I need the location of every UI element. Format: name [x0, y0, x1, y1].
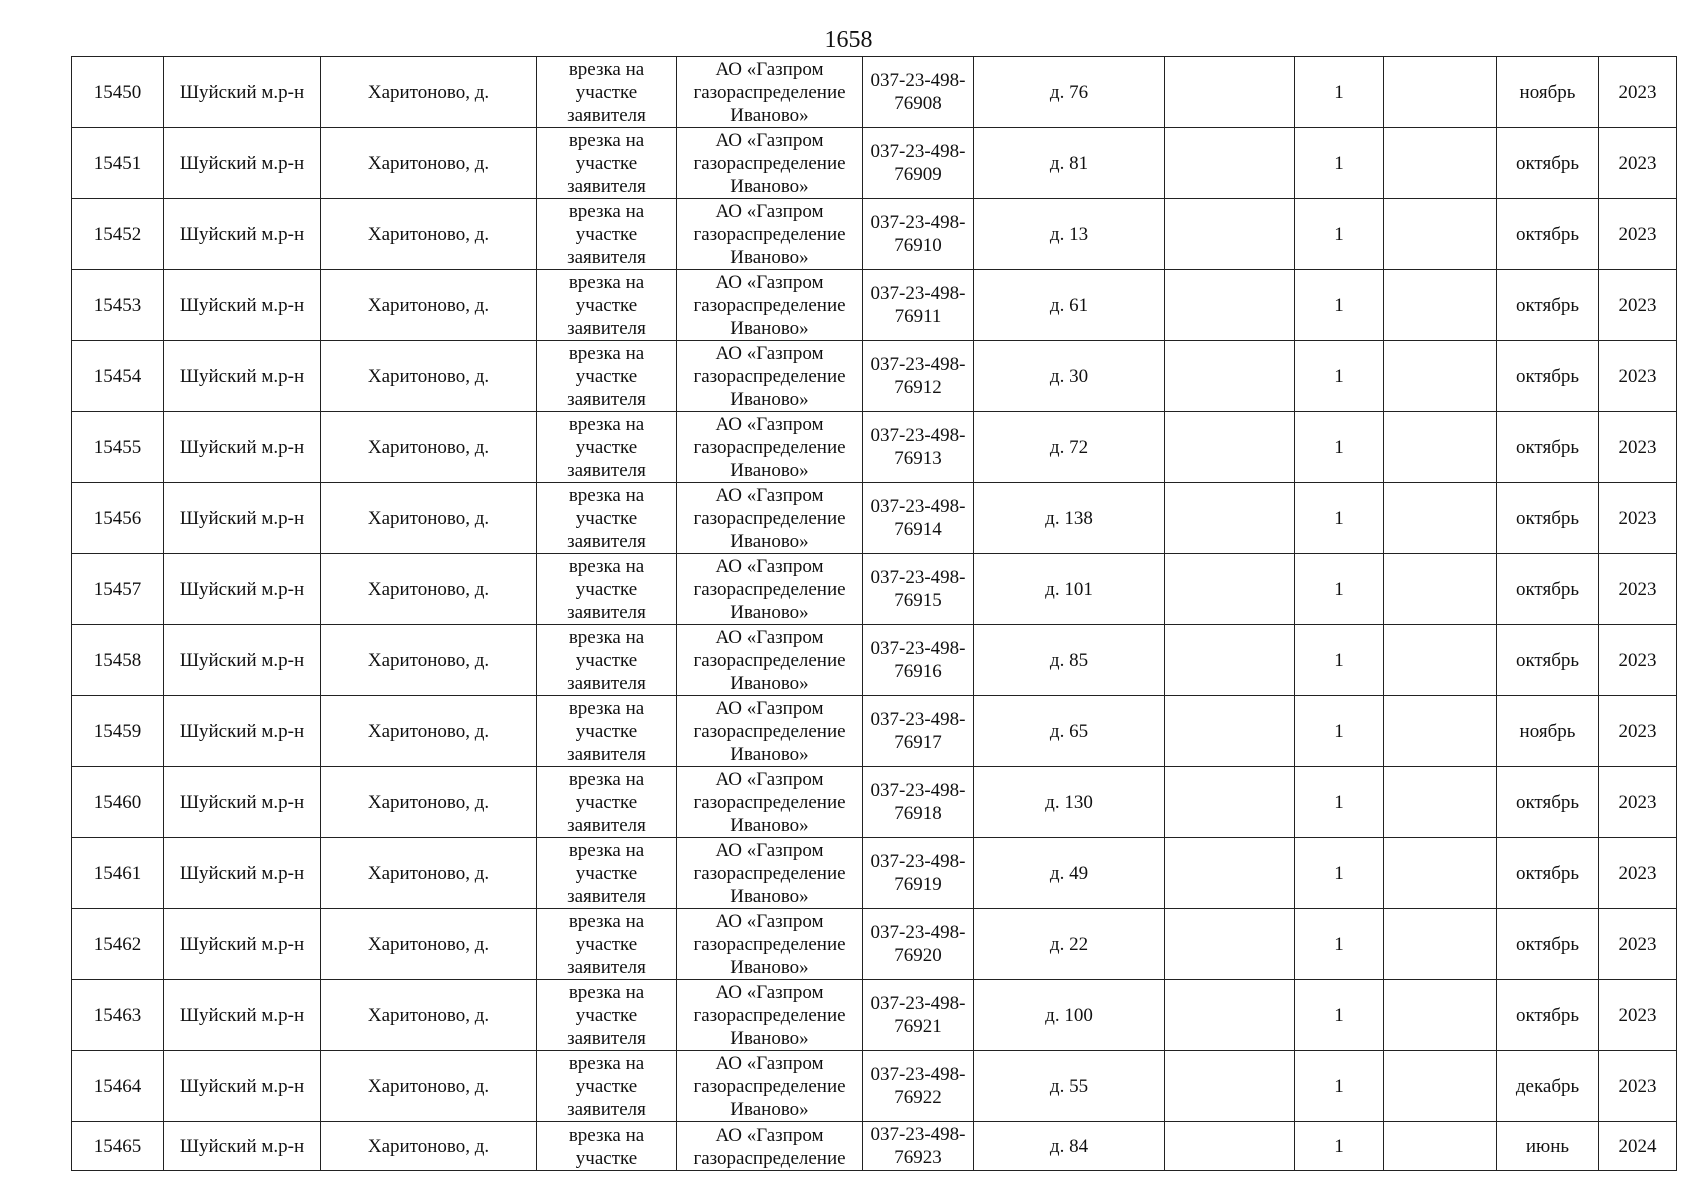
- district-cell: Шуйский м.р-н: [164, 1122, 321, 1171]
- empty-cell: [1165, 270, 1295, 341]
- year-cell: 2023: [1599, 412, 1677, 483]
- empty-cell: [1384, 128, 1497, 199]
- count-cell: 1: [1295, 341, 1384, 412]
- month-cell: октябрь: [1497, 625, 1599, 696]
- connection-method-cell: врезка на участке заявителя: [537, 199, 677, 270]
- district-cell: Шуйский м.р-н: [164, 554, 321, 625]
- empty-cell: [1165, 909, 1295, 980]
- empty-cell: [1165, 554, 1295, 625]
- empty-cell: [1384, 483, 1497, 554]
- count-cell: 1: [1295, 270, 1384, 341]
- code-cell: 037-23-498-76922: [863, 1051, 974, 1122]
- table-row: [72, 767, 1677, 838]
- empty-cell: [1384, 838, 1497, 909]
- address-cell: д. 101: [974, 554, 1165, 625]
- month-cell: октябрь: [1497, 767, 1599, 838]
- locality-cell: Харитоново, д.: [321, 980, 537, 1051]
- code-cell: 037-23-498-76921: [863, 980, 974, 1051]
- locality-cell: Харитоново, д.: [321, 909, 537, 980]
- year-cell: 2023: [1599, 1051, 1677, 1122]
- locality-cell: Харитоново, д.: [321, 554, 537, 625]
- organization-cell: АО «Газпром газораспределение Иваново»: [677, 909, 863, 980]
- row-number-cell: 15458: [72, 625, 164, 696]
- empty-cell: [1384, 696, 1497, 767]
- count-cell: 1: [1295, 767, 1384, 838]
- connection-method-cell: врезка на участке заявителя: [537, 483, 677, 554]
- table-row: [72, 128, 1677, 199]
- empty-cell: [1384, 1051, 1497, 1122]
- code-cell: 037-23-498-76911: [863, 270, 974, 341]
- locality-cell: Харитоново, д.: [321, 696, 537, 767]
- empty-cell: [1384, 554, 1497, 625]
- table-row: [72, 1051, 1677, 1122]
- empty-cell: [1165, 57, 1295, 128]
- address-cell: д. 22: [974, 909, 1165, 980]
- district-cell: Шуйский м.р-н: [164, 483, 321, 554]
- code-cell: 037-23-498-76909: [863, 128, 974, 199]
- locality-cell: Харитоново, д.: [321, 838, 537, 909]
- table-row: [72, 625, 1677, 696]
- row-number-cell: 15461: [72, 838, 164, 909]
- empty-cell: [1165, 980, 1295, 1051]
- count-cell: 1: [1295, 625, 1384, 696]
- code-cell: 037-23-498-76917: [863, 696, 974, 767]
- organization-cell: АО «Газпром газораспределение Иваново»: [677, 696, 863, 767]
- table-row: [72, 838, 1677, 909]
- empty-cell: [1165, 1122, 1295, 1171]
- connection-method-cell: врезка на участке заявителя: [537, 625, 677, 696]
- code-cell: 037-23-498-76913: [863, 412, 974, 483]
- row-number-cell: 15455: [72, 412, 164, 483]
- row-number-cell: 15459: [72, 696, 164, 767]
- address-cell: д. 13: [974, 199, 1165, 270]
- address-cell: д. 61: [974, 270, 1165, 341]
- count-cell: 1: [1295, 57, 1384, 128]
- organization-cell: АО «Газпром газораспределение Иваново»: [677, 1051, 863, 1122]
- locality-cell: Харитоново, д.: [321, 483, 537, 554]
- empty-cell: [1165, 625, 1295, 696]
- organization-cell: АО «Газпром газораспределение Иваново»: [677, 128, 863, 199]
- district-cell: Шуйский м.р-н: [164, 199, 321, 270]
- empty-cell: [1165, 483, 1295, 554]
- row-number-cell: 15454: [72, 341, 164, 412]
- row-number-cell: 15457: [72, 554, 164, 625]
- connection-method-cell: врезка на участке заявителя: [537, 341, 677, 412]
- code-cell: 037-23-498-76918: [863, 767, 974, 838]
- empty-cell: [1384, 199, 1497, 270]
- organization-cell: АО «Газпром газораспределение Иваново»: [677, 767, 863, 838]
- page-number: 1658: [824, 27, 873, 53]
- empty-cell: [1384, 270, 1497, 341]
- district-cell: Шуйский м.р-н: [164, 767, 321, 838]
- locality-cell: Харитоново, д.: [321, 1122, 537, 1171]
- row-number-cell: 15462: [72, 909, 164, 980]
- month-cell: ноябрь: [1497, 696, 1599, 767]
- organization-cell: АО «Газпром газораспределение Иваново»: [677, 341, 863, 412]
- count-cell: 1: [1295, 128, 1384, 199]
- empty-cell: [1165, 838, 1295, 909]
- table-row: [72, 412, 1677, 483]
- row-number-cell: 15453: [72, 270, 164, 341]
- year-cell: 2024: [1599, 1122, 1677, 1171]
- district-cell: Шуйский м.р-н: [164, 1051, 321, 1122]
- count-cell: 1: [1295, 696, 1384, 767]
- organization-cell: АО «Газпром газораспределение Иваново»: [677, 625, 863, 696]
- code-cell: 037-23-498-76920: [863, 909, 974, 980]
- address-cell: д. 55: [974, 1051, 1165, 1122]
- code-cell: 037-23-498-76908: [863, 57, 974, 128]
- row-number-cell: 15451: [72, 128, 164, 199]
- address-cell: д. 138: [974, 483, 1165, 554]
- locality-cell: Харитоново, д.: [321, 625, 537, 696]
- year-cell: 2023: [1599, 199, 1677, 270]
- year-cell: 2023: [1599, 625, 1677, 696]
- code-cell: 037-23-498-76914: [863, 483, 974, 554]
- connection-method-cell: врезка на участке заявителя: [537, 128, 677, 199]
- district-cell: Шуйский м.р-н: [164, 270, 321, 341]
- code-cell: 037-23-498-76923: [863, 1122, 974, 1171]
- table-row: [72, 554, 1677, 625]
- month-cell: ноябрь: [1497, 57, 1599, 128]
- row-number-cell: 15460: [72, 767, 164, 838]
- connection-method-cell: врезка на участке заявителя: [537, 554, 677, 625]
- code-cell: 037-23-498-76912: [863, 341, 974, 412]
- empty-cell: [1384, 909, 1497, 980]
- count-cell: 1: [1295, 199, 1384, 270]
- connection-method-cell: врезка на участке заявителя: [537, 767, 677, 838]
- empty-cell: [1384, 1122, 1497, 1171]
- table-row: [72, 1122, 1677, 1171]
- address-cell: д. 30: [974, 341, 1165, 412]
- table-row: [72, 199, 1677, 270]
- month-cell: октябрь: [1497, 980, 1599, 1051]
- year-cell: 2023: [1599, 909, 1677, 980]
- count-cell: 1: [1295, 1051, 1384, 1122]
- month-cell: декабрь: [1497, 1051, 1599, 1122]
- empty-cell: [1384, 980, 1497, 1051]
- month-cell: июнь: [1497, 1122, 1599, 1171]
- organization-cell: АО «Газпром газораспределение Иваново»: [677, 412, 863, 483]
- code-cell: 037-23-498-76919: [863, 838, 974, 909]
- locality-cell: Харитоново, д.: [321, 128, 537, 199]
- month-cell: октябрь: [1497, 909, 1599, 980]
- row-number-cell: 15450: [72, 57, 164, 128]
- row-number-cell: 15456: [72, 483, 164, 554]
- registry-table: [71, 56, 1677, 1171]
- connection-method-cell: врезка на участке заявителя: [537, 980, 677, 1051]
- code-cell: 037-23-498-76915: [863, 554, 974, 625]
- empty-cell: [1165, 1051, 1295, 1122]
- year-cell: 2023: [1599, 696, 1677, 767]
- locality-cell: Харитоново, д.: [321, 341, 537, 412]
- connection-method-cell: врезка на участке заявителя: [537, 838, 677, 909]
- address-cell: д. 100: [974, 980, 1165, 1051]
- district-cell: Шуйский м.р-н: [164, 909, 321, 980]
- count-cell: 1: [1295, 483, 1384, 554]
- year-cell: 2023: [1599, 270, 1677, 341]
- district-cell: Шуйский м.р-н: [164, 341, 321, 412]
- count-cell: 1: [1295, 909, 1384, 980]
- table-row: [72, 270, 1677, 341]
- month-cell: октябрь: [1497, 483, 1599, 554]
- year-cell: 2023: [1599, 838, 1677, 909]
- empty-cell: [1165, 199, 1295, 270]
- month-cell: октябрь: [1497, 838, 1599, 909]
- count-cell: 1: [1295, 838, 1384, 909]
- year-cell: 2023: [1599, 980, 1677, 1051]
- row-number-cell: 15452: [72, 199, 164, 270]
- district-cell: Шуйский м.р-н: [164, 625, 321, 696]
- empty-cell: [1165, 128, 1295, 199]
- connection-method-cell: врезка на участке заявителя: [537, 696, 677, 767]
- connection-method-cell: врезка на участке заявителя: [537, 57, 677, 128]
- address-cell: д. 130: [974, 767, 1165, 838]
- district-cell: Шуйский м.р-н: [164, 980, 321, 1051]
- year-cell: 2023: [1599, 341, 1677, 412]
- district-cell: Шуйский м.р-н: [164, 838, 321, 909]
- row-number-cell: 15464: [72, 1051, 164, 1122]
- year-cell: 2023: [1599, 128, 1677, 199]
- table-body: [72, 57, 1677, 1171]
- locality-cell: Харитоново, д.: [321, 199, 537, 270]
- connection-method-cell: врезка на участке заявителя: [537, 270, 677, 341]
- empty-cell: [1384, 57, 1497, 128]
- connection-method-cell: врезка на участке заявителя: [537, 909, 677, 980]
- table-row: [72, 483, 1677, 554]
- month-cell: октябрь: [1497, 199, 1599, 270]
- address-cell: д. 65: [974, 696, 1165, 767]
- organization-cell: АО «Газпром газораспределение Иваново»: [677, 270, 863, 341]
- organization-cell: АО «Газпром газораспределение Иваново»: [677, 57, 863, 128]
- address-cell: д. 84: [974, 1122, 1165, 1171]
- year-cell: 2023: [1599, 483, 1677, 554]
- table-row: [72, 696, 1677, 767]
- district-cell: Шуйский м.р-н: [164, 57, 321, 128]
- code-cell: 037-23-498-76910: [863, 199, 974, 270]
- year-cell: 2023: [1599, 554, 1677, 625]
- month-cell: октябрь: [1497, 128, 1599, 199]
- organization-cell: АО «Газпром газораспределение Иваново»: [677, 483, 863, 554]
- organization-cell: АО «Газпром газораспределение Иваново»: [677, 199, 863, 270]
- locality-cell: Харитоново, д.: [321, 767, 537, 838]
- empty-cell: [1165, 696, 1295, 767]
- year-cell: 2023: [1599, 57, 1677, 128]
- district-cell: Шуйский м.р-н: [164, 696, 321, 767]
- district-cell: Шуйский м.р-н: [164, 128, 321, 199]
- empty-cell: [1165, 341, 1295, 412]
- locality-cell: Харитоново, д.: [321, 270, 537, 341]
- empty-cell: [1165, 767, 1295, 838]
- address-cell: д. 81: [974, 128, 1165, 199]
- locality-cell: Харитоново, д.: [321, 412, 537, 483]
- count-cell: 1: [1295, 554, 1384, 625]
- locality-cell: Харитоново, д.: [321, 1051, 537, 1122]
- month-cell: октябрь: [1497, 412, 1599, 483]
- empty-cell: [1384, 412, 1497, 483]
- organization-cell: АО «Газпром газораспределение Иваново»: [677, 838, 863, 909]
- address-cell: д. 85: [974, 625, 1165, 696]
- month-cell: октябрь: [1497, 341, 1599, 412]
- row-number-cell: 15465: [72, 1122, 164, 1171]
- empty-cell: [1165, 412, 1295, 483]
- count-cell: 1: [1295, 1122, 1384, 1171]
- organization-cell: АО «Газпром газораспределение: [677, 1122, 863, 1171]
- table-row: [72, 341, 1677, 412]
- month-cell: октябрь: [1497, 554, 1599, 625]
- connection-method-cell: врезка на участке: [537, 1122, 677, 1171]
- address-cell: д. 72: [974, 412, 1165, 483]
- district-cell: Шуйский м.р-н: [164, 412, 321, 483]
- row-number-cell: 15463: [72, 980, 164, 1051]
- count-cell: 1: [1295, 412, 1384, 483]
- empty-cell: [1384, 625, 1497, 696]
- organization-cell: АО «Газпром газораспределение Иваново»: [677, 554, 863, 625]
- empty-cell: [1384, 767, 1497, 838]
- table-row: [72, 909, 1677, 980]
- locality-cell: Харитоново, д.: [321, 57, 537, 128]
- address-cell: д. 76: [974, 57, 1165, 128]
- connection-method-cell: врезка на участке заявителя: [537, 412, 677, 483]
- code-cell: 037-23-498-76916: [863, 625, 974, 696]
- count-cell: 1: [1295, 980, 1384, 1051]
- year-cell: 2023: [1599, 767, 1677, 838]
- month-cell: октябрь: [1497, 270, 1599, 341]
- table-row: [72, 980, 1677, 1051]
- address-cell: д. 49: [974, 838, 1165, 909]
- organization-cell: АО «Газпром газораспределение Иваново»: [677, 980, 863, 1051]
- table-row: [72, 57, 1677, 128]
- empty-cell: [1384, 341, 1497, 412]
- connection-method-cell: врезка на участке заявителя: [537, 1051, 677, 1122]
